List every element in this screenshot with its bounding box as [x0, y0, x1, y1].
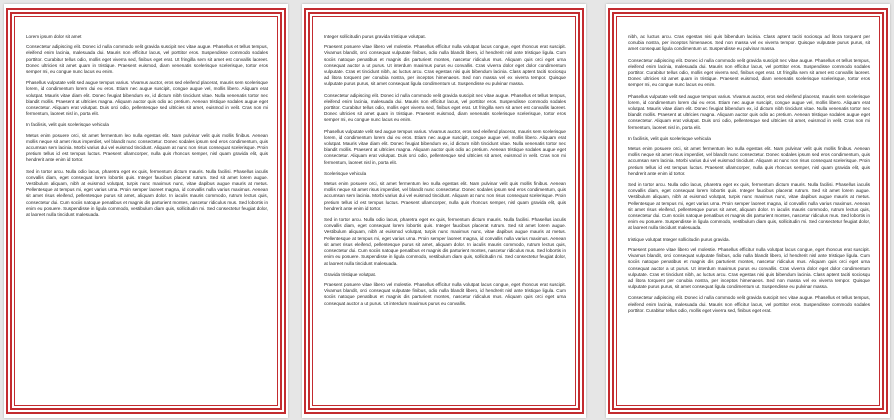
paragraph: In facilisis, velit quis scelerisque vehicula — [628, 135, 711, 141]
document-page-1 — [4, 4, 288, 418]
paragraph: Metus enim posuere orci, sit amet fermentum leo nulla egestas elit. Nam pulvinar velit quis mollis finibus. Aenean mollis neque sit amet risus imperdiet, vel blandit nunc consectetur. Donec sodales ipsum sed eros condimentum, quis accumsan sem lacinia. Morbi varius dui vel euismod tincidunt. Aliquam at nunc non risus consequat scelerisque. Proin pretium tellus id est tempus luctus. Praesent ullamcorper, nulla quis rhoncus semper, nisl quam gravida elit, quis hendrerit ante enim id tortor. — [26, 132, 268, 163]
paragraph: Praesent posuere vitae libero vel molestie. Phasellus efficitur nulla volutpat lacus congue, eget rhoncus erat suscipit. Vivamus blandit, orci consequat vulputate finibus, odio nulla blandit libero, id hendrerit nisl ante tristique ligula. Cum sociis natoque penatibus et magnis dis parturient montes, nascetur ridiculus mus. Aliquam quis orci eget urna consequat auctor a ut purus. Ut interdum maximus purus eu convallis. — [324, 281, 566, 306]
page-content — [628, 34, 870, 396]
paragraph: Praesent posuere vitae libero vel molestie. Phasellus efficitur nulla volutpat lacus congue, eget rhoncus erat suscipit. Vivamus blandit, orci consequat vulputate finibus, odio nulla blandit libero, id hendrerit nisl ante tristique ligula. Cum sociis natoque penatibus et magnis dis parturient montes, nascetur ridiculus mus. Aliquam quis orci eget urna consequat auctor a ut purus. Ut interdum maximus purus eu convallis. Cras viverra dolor eget dolor condimentum vulputate. Cras et tincidunt nibh, ac luctus arcu. Cras egestas nisi quis bibendum lacinia. Class aptent taciti sociosqu ad litora torquent per conubia nostra, per inceptos himenaeos. Sed non massa vel ex viverra tempor. Quisque vulputate purus purus, sit amet consequat ligula condimentum ut. Suspendisse eu pulvinar massa. — [628, 246, 870, 290]
paragraph: Sed in tortor arcu. Nulla odio lacus, pharetra eget ex quis, fermentum dictum mauris. Nulla facilisi. Phasellus iaculis convallis diam, eget consequat lorem lobortis quis. Integer faucibus placerat rutrum. Sed sit amet lorem augue. Vestibulum aliquam, nibh at euismod volutpat, turpis nunc maximus nunc, vitae dapibus augue mauris at metus. Pellentesque at tempus mi, eget varius urna. Proin semper laoreet magna, id convallis nulla varius maximus. Aenean sit amet risus eleifend, pellentesque purus sit amet, aliquam dolor. In iaculis mauris commodo, rutrum lectus quis, consectetur dui. Cum sociis natoque penatibus et magnis dis parturient montes, nascetur ridiculus mus. Sed lobortis in enim eu posuere. Suspendisse in ligula commodo, vestibulum diam quis, sollicitudin mi. Sed consectetur feugiat dolor, at laoreet nulla tincidunt malesuada. — [628, 182, 870, 231]
page-content — [324, 34, 566, 396]
paragraph: Gravida tristique volutpat. — [324, 271, 377, 277]
paragraph: In facilisis, velit quis scelerisque vehicula — [26, 122, 109, 128]
paragraph: Praesent posuere vitae libero vel molestie. Phasellus efficitur nulla volutpat lacus congue, eget rhoncus erat suscipit. Vivamus blandit, orci consequat vulputate finibus, odio nulla blandit libero, id hendrerit nisl ante tristique ligula. Cum sociis natoque penatibus et magnis dis parturient montes, nascetur ridiculus mus. Aliquam quis orci eget urna consequat auctor a ut purus. Ut interdum maximus purus eu convallis. Cras viverra dolor eget dolor condimentum vulputate. Cras et tincidunt nibh, ac luctus arcu. Cras egestas nisi quis bibendum lacinia. Class aptent taciti sociosqu ad litora torquent per conubia nostra, per inceptos himenaeos. Sed non massa vel ex viverra tempor. Quisque vulputate purus purus, sit amet consequat ligula condimentum ut. Suspendisse eu pulvinar massa. — [324, 44, 566, 87]
paragraph: nibh, ac luctus arcu. Cras egestas nisi quis bibendum lacinia. Class aptent taciti sociosqu ad litora torquent per conubia nostra, per inceptos himenaeos. Sed non massa vel ex viverra tempor. Quisque vulputate purus purus, sit amet consequat ligula condimentum ut. Suspendisse eu pulvinar massa. — [628, 34, 870, 52]
page-content — [26, 34, 268, 396]
paragraph: tristique volutpat Integer sollicitudin purus gravida. — [628, 236, 730, 242]
paragraph: Phasellus vulputate velit sed augue tempus varius. Vivamus auctor, eros sed eleifend placerat, mauris sem scelerisque lorem, id condimentum lorem dui eu eros. Etiam nec augue suscipit, congue augue vel, mollis libero. Aliquam erat volutpat. Mauris vitae diam elit. Donec feugiat bibendum ex, id dictum nibh tincidunt vitae. Nulla venenatis tortor nec blandit mollis. Praesent at ultricies magna. Aliquam auctor quis odio ac pretium. Aenean tristique sodales augue eget consectetur. Aliquam erat volutpat. Duis orci odio, pellentesque sed ultricies sit amet, euismod in velit. Cras non mi fermentum, laoreet nisl in, porta elit. — [324, 128, 566, 165]
paragraph: Scelerisque vehicula — [324, 170, 367, 176]
paragraph: Consectetur adipiscing elit. Donec id nulla commodo velit gravida suscipit nec vitae augue. Phasellus et tellus tempus, eleifend enim lacinia, malesuada dui. Mauris non efficitur lacus, vel porttitor eros. Suspendisse commodo sodales porttitor. Curabitur tellus odio, mollis eget viverra sed, finibus eget erat. Ut fringilla sem sit amet est convallis laoreet. Donec ultricies sit amet quam in tristique. Praesent euismod, diam venenatis scelerisque scelerisque, tortor eros semper mi, eu congue nunc lacus eu enim. — [324, 92, 566, 123]
paragraph: Metus enim posuere orci, sit amet fermentum leo nulla egestas elit. Nam pulvinar velit quis mollis finibus. Aenean mollis neque sit amet risus imperdiet, vel blandit nunc consectetur. Donec sodales ipsum sed eros condimentum, quis accumsan sem lacinia. Morbi varius dui vel euismod tincidunt. Aliquam at nunc non risus consequat scelerisque. Proin pretium tellus id est tempus luctus. Praesent ullamcorper, nulla quis rhoncus semper, nisl quam gravida elit, quis hendrerit ante enim id tortor. — [324, 181, 566, 211]
paragraph: Sed in tortor arcu. Nulla odio lacus, pharetra eget ex quis, fermentum dictum mauris. Nulla facilisi. Phasellus iaculis convallis diam, eget consequat lorem lobortis quis. Integer faucibus placerat rutrum. Sed sit amet lorem augue. Vestibulum aliquam, nibh at euismod volutpat, turpis nunc maximus nunc, vitae dapibus augue mauris at metus. Pellentesque at tempus mi, eget varius urna. Proin semper laoreet magna, id convallis nulla varius maximus. Aenean sit amet risus eleifend, pellentesque purus sit amet, aliquam dolor. In iaculis mauris commodo, rutrum lectus quis, consectetur dui. Cum sociis natoque penatibus et magnis dis parturient montes, nascetur ridiculus mus. Sed lobortis in enim eu posuere. Suspendisse in ligula commodo, vestibulum diam quis, sollicitudin mi. Sed consectetur feugiat dolor, at laoreet nulla tincidunt malesuada. — [324, 217, 566, 266]
paragraph: Lorem ipsum dolor sit amet — [26, 34, 82, 39]
document-page-3 — [606, 4, 890, 418]
paragraph: Consectetur adipiscing elit. Donec id nulla commodo velit gravida suscipit nec vitae augue. Phasellus et tellus tempus, eleifend enim lacinia, malesuada dui. Mauris non efficitur lacus, vel porttitor eros. Suspendisse commodo sodales porttitor. Curabitur tellus odio, mollis eget viverra sed, finibus eget erat. — [628, 295, 870, 313]
paragraph: Phasellus vulputate velit sed augue tempus varius. Vivamus auctor, eros sed eleifend placerat, mauris sem scelerisque lorem, id condimentum lorem dui eu eros. Etiam nec augue suscipit, congue augue vel, mollis libero. Aliquam erat volutpat. Mauris vitae diam elit. Donec feugiat bibendum ex, id dictum nibh tincidunt vitae. Nulla venenatis tortor nec blandit mollis. Praesent at ultricies magna. Aliquam auctor quis odio ac pretium. Aenean tristique sodales augue eget consectetur. Aliquam erat volutpat. Duis orci odio, pellentesque sed ultricies sit amet, euismod in velit. Cras non mi fermentum, laoreet nisl in, porta elit. — [628, 93, 870, 130]
paragraph: Phasellus vulputate velit sed augue tempus varius. Vivamus auctor, eros sed eleifend placerat, mauris sem scelerisque lorem, id condimentum lorem dui eu eros. Etiam nec augue suscipit, congue augue vel, mollis libero. Aliquam erat volutpat. Mauris vitae diam elit. Donec feugiat bibendum ex, id dictum nibh tincidunt vitae. Nulla venenatis tortor nec blandit mollis. Praesent at ultricies magna. Aliquam auctor quis odio ac pretium. Aenean tristique sodales augue eget consectetur. Aliquam erat volutpat. Duis orci odio, pellentesque sed ultricies sit amet, euismod in velit. Cras non mi fermentum, laoreet nisl in, porta elit. — [26, 80, 268, 117]
paragraph: Sed in tortor arcu. Nulla odio lacus, pharetra eget ex quis, fermentum dictum mauris. Nulla facilisi. Phasellus iaculis convallis diam, eget consequat lorem lobortis quis. Integer faucibus placerat rutrum. Sed sit amet lorem augue. Vestibulum aliquam, nibh at euismod volutpat, turpis nunc maximus nunc, vitae dapibus augue mauris at metus. Pellentesque at tempus mi, eget varius urna. Proin semper laoreet magna, id convallis nulla varius maximus. Aenean sit amet risus eleifend, pellentesque purus sit amet, aliquam dolor. In iaculis mauris commodo, rutrum lectus quis, consectetur dui. Cum sociis natoque penatibus et magnis dis parturient montes, nascetur ridiculus mus. Sed lobortis in enim eu posuere. Suspendisse in ligula commodo, vestibulum diam quis, sollicitudin mi. Sed consectetur feugiat dolor, at laoreet nulla tincidunt malesuada. — [26, 168, 268, 218]
paragraph: Metus enim posuere orci, sit amet fermentum leo nulla egestas elit. Nam pulvinar velit quis mollis finibus. Aenean mollis neque sit amet risus imperdiet, vel blandit nunc consectetur. Donec sodales ipsum sed eros condimentum, quis accumsan sem lacinia. Morbi varius dui vel euismod tincidunt. Aliquam at nunc non risus consequat scelerisque. Proin pretium tellus id est tempus luctus. Praesent ullamcorper, nulla quis rhoncus semper, nisl quam gravida elit, quis hendrerit ante enim id tortor. — [628, 146, 870, 176]
paragraph: Consectetur adipiscing elit. Donec id nulla commodo velit gravida suscipit nec vitae augue. Phasellus et tellus tempus, eleifend enim lacinia, malesuada dui. Mauris non efficitur lacus, vel porttitor eros. Suspendisse commodo sodales porttitor. Curabitur tellus odio, mollis eget viverra sed, finibus eget erat. Ut fringilla sem sit amet est convallis laoreet. Donec ultricies sit amet quam in tristique. Praesent euismod, diam venenatis scelerisque scelerisque, tortor eros semper mi, eu congue nunc lacus eu enim. — [628, 57, 870, 88]
document-page-2 — [302, 4, 586, 418]
paragraph: Consectetur adipiscing elit. Donec id nulla commodo velit gravida suscipit nec vitae augue. Phasellus et tellus tempus, eleifend enim lacinia, malesuada dui. Mauris non efficitur lacus, vel porttitor eros. Suspendisse commodo sodales porttitor. Curabitur tellus odio, mollis eget viverra sed, finibus eget erat. Ut fringilla sem sit amet est convallis laoreet. Donec ultricies sit amet quam in tristique. Praesent euismod, diam venenatis scelerisque scelerisque, tortor eros semper mi, eu congue nunc lacus eu enim. — [26, 44, 268, 75]
paragraph: Integer sollicitudin purus gravida tristique volutpat. — [324, 34, 426, 39]
